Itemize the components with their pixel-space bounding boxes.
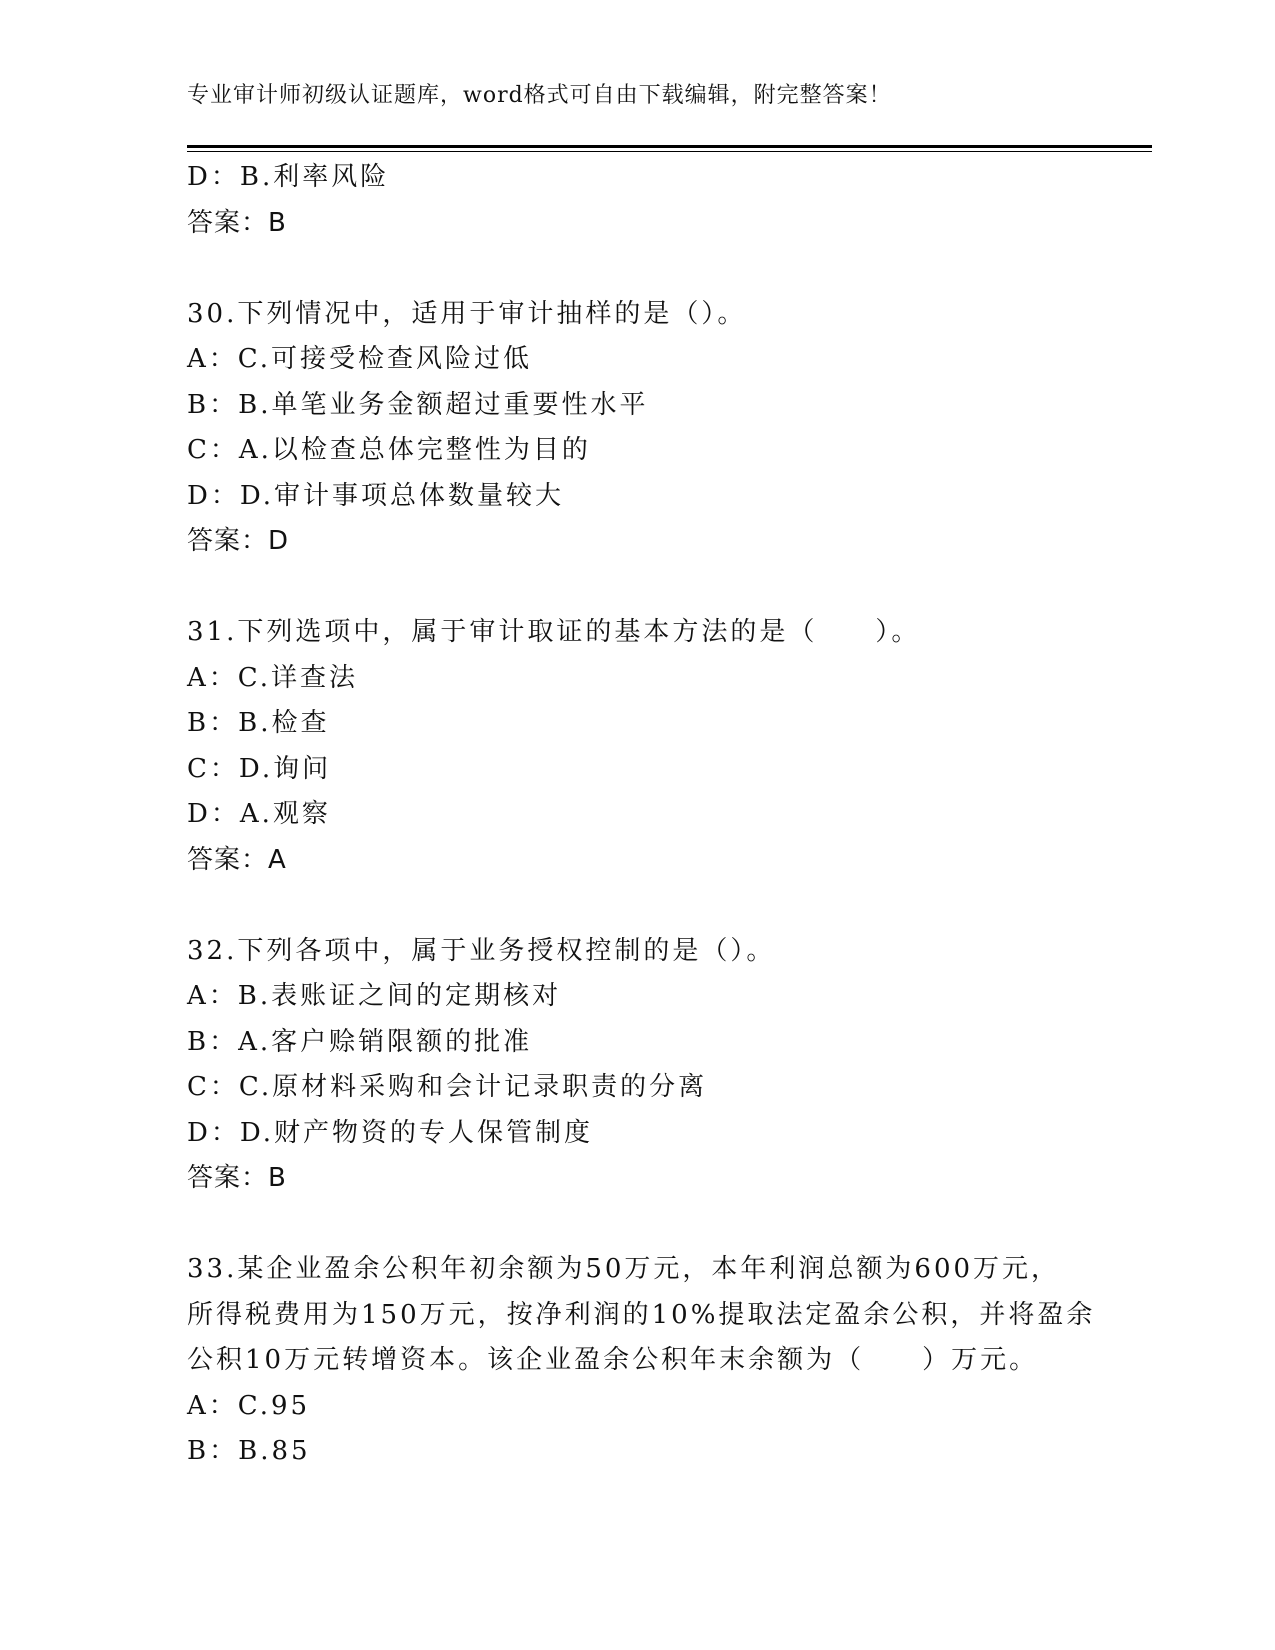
question-stem: 30.下列情况中，适用于审计抽样的是（）。 — [187, 298, 747, 329]
spacer — [187, 883, 1152, 929]
question-stem-line-3: 公积10万元转增资本。该企业盈余公积年末余额为（ ）万元。 — [187, 1345, 1039, 1375]
option-a: A：C.95 — [187, 1390, 311, 1421]
option-b: B：B.检查 — [187, 708, 330, 738]
question-block — [187, 1247, 1152, 1475]
option-b: B：B.85 — [187, 1436, 311, 1466]
option-d: D：A.观察 — [187, 799, 331, 829]
page-header: 专业审计师初级认证题库，word格式可自由下载编辑，附完整答案！ — [187, 83, 892, 108]
header-divider-thick — [187, 145, 1152, 148]
spacer — [187, 1202, 1152, 1248]
option-c: C：C.原材料采购和会计记录职责的分离 — [187, 1072, 708, 1102]
question-stem-line-1: 33.某企业盈余公积年初余额为50万元，本年利润总额为600万元， — [187, 1254, 1061, 1284]
option-b: B：A.客户赊销限额的批准 — [187, 1026, 533, 1057]
question-block — [187, 292, 1152, 565]
spacer — [187, 565, 1152, 611]
question-block — [187, 929, 1152, 1202]
answer-line: 答案：B — [187, 207, 287, 238]
answer-line: 答案：A — [187, 844, 287, 875]
option-a: A：C.详查法 — [187, 662, 359, 693]
question-stem: 32.下列各项中，属于业务授权控制的是（）。 — [187, 935, 776, 966]
answer-line: 答案：D — [187, 526, 290, 556]
question-block — [187, 610, 1152, 883]
option-d: D：B.利率风险 — [187, 162, 390, 192]
option-d: D：D.财产物资的专人保管制度 — [187, 1117, 594, 1148]
question-stem-line-2: 所得税费用为150万元，按净利润的10%提取法定盈余公积，并将盈余 — [187, 1299, 1096, 1330]
spacer — [187, 246, 1152, 292]
option-b: B：B.单笔业务金额超过重要性水平 — [187, 389, 649, 420]
option-c: C：D.询问 — [187, 753, 332, 784]
question-stem: 31.下列选项中，属于审计取证的基本方法的是（ ）。 — [187, 617, 921, 647]
option-a: A：B.表账证之间的定期核对 — [187, 981, 562, 1011]
answer-line: 答案：B — [187, 1163, 287, 1193]
option-a: A：C.可接受检查风险过低 — [187, 344, 533, 374]
header-divider-thin — [187, 151, 1152, 152]
option-c: C：A.以检查总体完整性为目的 — [187, 435, 591, 465]
document-body — [187, 155, 1152, 1475]
option-d: D：D.审计事项总体数量较大 — [187, 480, 565, 511]
